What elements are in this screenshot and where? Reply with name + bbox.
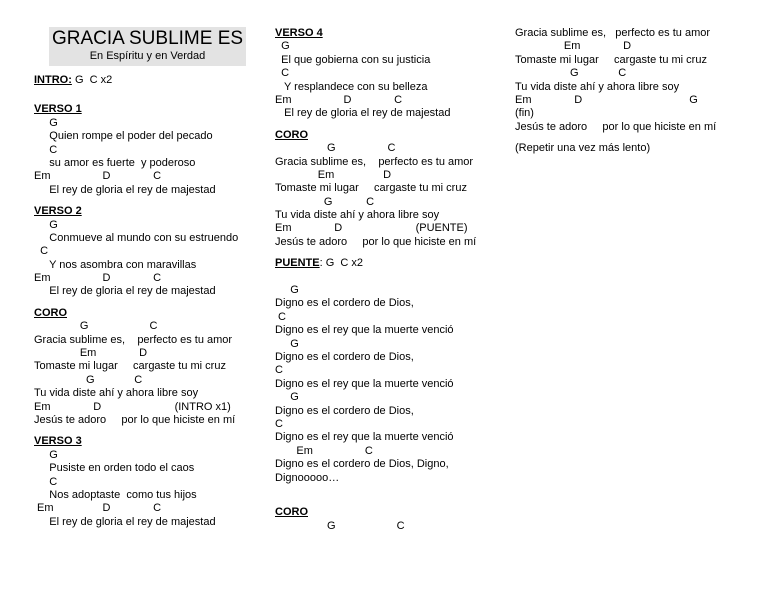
intro-chords: G C x2 [71, 74, 113, 86]
lyric-line: El que gobierna con su justicia [275, 53, 431, 66]
lyric-line: C [275, 310, 286, 323]
repeat-note: (Repetir una vez más lento) [515, 142, 651, 155]
lyric-line: Gracia sublime es, perfecto es tu amor [515, 27, 711, 39]
section-heading: VERSO 2 [34, 205, 82, 218]
lyric-line: Tu vida diste ahí y ahora libre soy [34, 387, 199, 400]
lyric-line: Em D [515, 40, 632, 53]
lyric-line: Y nos asombra con maravillas [34, 258, 197, 271]
lyric-line: G C [275, 519, 405, 532]
lyric-line: Em D [275, 168, 392, 181]
song-section [34, 307, 256, 428]
title-box [49, 27, 246, 66]
song-section [34, 103, 256, 197]
lyric-line: Jesús te adoro por lo que hiciste en mí [275, 235, 477, 248]
lyric-line: su amor es fuerte y poderoso [34, 156, 196, 169]
song-section [34, 435, 256, 529]
intro-heading: INTRO: [34, 74, 72, 86]
lyric-line: Em D C [34, 272, 162, 285]
coro-final-heading: CORO [275, 506, 308, 519]
lyric-line: G [275, 284, 299, 297]
intro-line [34, 74, 256, 87]
lyric-line: Tomaste mi lugar cargaste tu mi cruz [275, 182, 467, 195]
lyric-line: Jesús te adoro por lo que hiciste en mí [34, 413, 236, 426]
lyric-line: G [34, 218, 58, 231]
lyric-line: Nos adoptaste como tus hijos [34, 488, 197, 501]
lyric-line: C [34, 475, 58, 488]
section-heading: VERSO 1 [34, 103, 82, 116]
lyric-line: G C [275, 195, 375, 208]
section-heading: VERSO 3 [34, 435, 82, 448]
lyric-line: Tomaste mi lugar cargaste tu mi cruz [515, 53, 707, 66]
column-1-sections [34, 103, 256, 529]
lyric-line: G [275, 337, 299, 350]
coro-continuation [515, 27, 743, 134]
lyric-line: Digno es el rey que la muerte venció [275, 324, 454, 337]
lyric-line: Em D C [34, 170, 162, 183]
lyric-line: Dignooooo… [275, 471, 340, 484]
lyric-line: C [275, 364, 283, 377]
lyric-line: Em D (PUENTE) [275, 222, 468, 235]
puente-chords: : G C x2 [319, 257, 364, 270]
section-heading: VERSO 4 [275, 27, 323, 39]
lyric-line: Em C [275, 444, 373, 457]
song-subtitle: En Espíritu y en Verdad [89, 50, 206, 62]
lyric-line: Pusiste en orden todo el caos [34, 462, 195, 475]
lyric-line: Em D G [515, 93, 698, 106]
lyric-line: G [275, 40, 290, 53]
lyric-line: Gracia sublime es, perfecto es tu amor [275, 155, 474, 168]
lyric-line: (fin) [515, 107, 534, 120]
lyric-line: Tu vida diste ahí y ahora libre soy [275, 209, 440, 222]
lyric-line: Tu vida diste ahí y ahora libre soy [515, 80, 680, 93]
lyric-line: G C [34, 373, 143, 386]
section-heading: CORO [34, 306, 67, 319]
lyric-line: C [275, 417, 283, 430]
coro-final-lyrics [275, 520, 495, 533]
lyric-line: Digno es el cordero de Dios, [275, 350, 414, 363]
lyric-line: El rey de gloria el rey de majestad [34, 183, 216, 196]
lyric-line: Jesús te adoro por lo que hiciste en mí [515, 120, 717, 133]
lyric-line: G C [515, 67, 627, 80]
lyric-line: C [275, 67, 290, 80]
song-section [275, 129, 495, 250]
lyric-line: Em D [34, 347, 148, 360]
section-heading: CORO [275, 128, 308, 141]
lyric-line: G C [275, 142, 396, 155]
lyric-line: G C [34, 320, 158, 333]
lyric-line: G [34, 448, 58, 461]
song-section [34, 205, 256, 299]
lyric-line: Digno es el rey que la muerte venció [275, 431, 454, 444]
lyric-line: G [34, 116, 58, 129]
lyric-line: Digno es el cordero de Dios, Digno, [275, 458, 449, 471]
puente-line [275, 257, 495, 270]
column-3 [515, 27, 743, 156]
lyric-line: El rey de gloria el rey de majestad [34, 285, 216, 298]
lyric-line: C [34, 245, 49, 258]
lyric-line: El rey de gloria el rey de majestad [34, 515, 216, 528]
lyric-line: Em D (INTRO x1) [34, 400, 231, 413]
song-section [275, 27, 495, 121]
puente-lyrics [275, 284, 495, 485]
lyric-line: Conmueve al mundo con su estruendo [34, 231, 239, 244]
lyric-line: Em D C [275, 93, 403, 106]
column-2 [275, 27, 495, 533]
lyric-line: G [275, 391, 299, 404]
puente-heading: PUENTE [275, 257, 320, 270]
lyric-line: Y resplandece con su belleza [275, 80, 428, 93]
lyric-line: El rey de gloria el rey de majestad [275, 107, 451, 120]
lyric-line: Digno es el cordero de Dios, [275, 297, 414, 310]
lyric-line: Em D C [34, 502, 162, 515]
column-2-sections [275, 27, 495, 249]
lyric-line: Quien rompe el poder del pecado [34, 130, 213, 143]
song-title: GRACIA SUBLIME ES [51, 28, 244, 49]
lyric-line: Tomaste mi lugar cargaste tu mi cruz [34, 360, 226, 373]
lyric-line: Digno es el cordero de Dios, [275, 404, 414, 417]
lyric-line: Gracia sublime es, perfecto es tu amor [34, 333, 233, 346]
lyric-line: Digno es el rey que la muerte venció [275, 377, 454, 390]
lyric-line: C [34, 143, 58, 156]
column-1 [34, 27, 256, 537]
